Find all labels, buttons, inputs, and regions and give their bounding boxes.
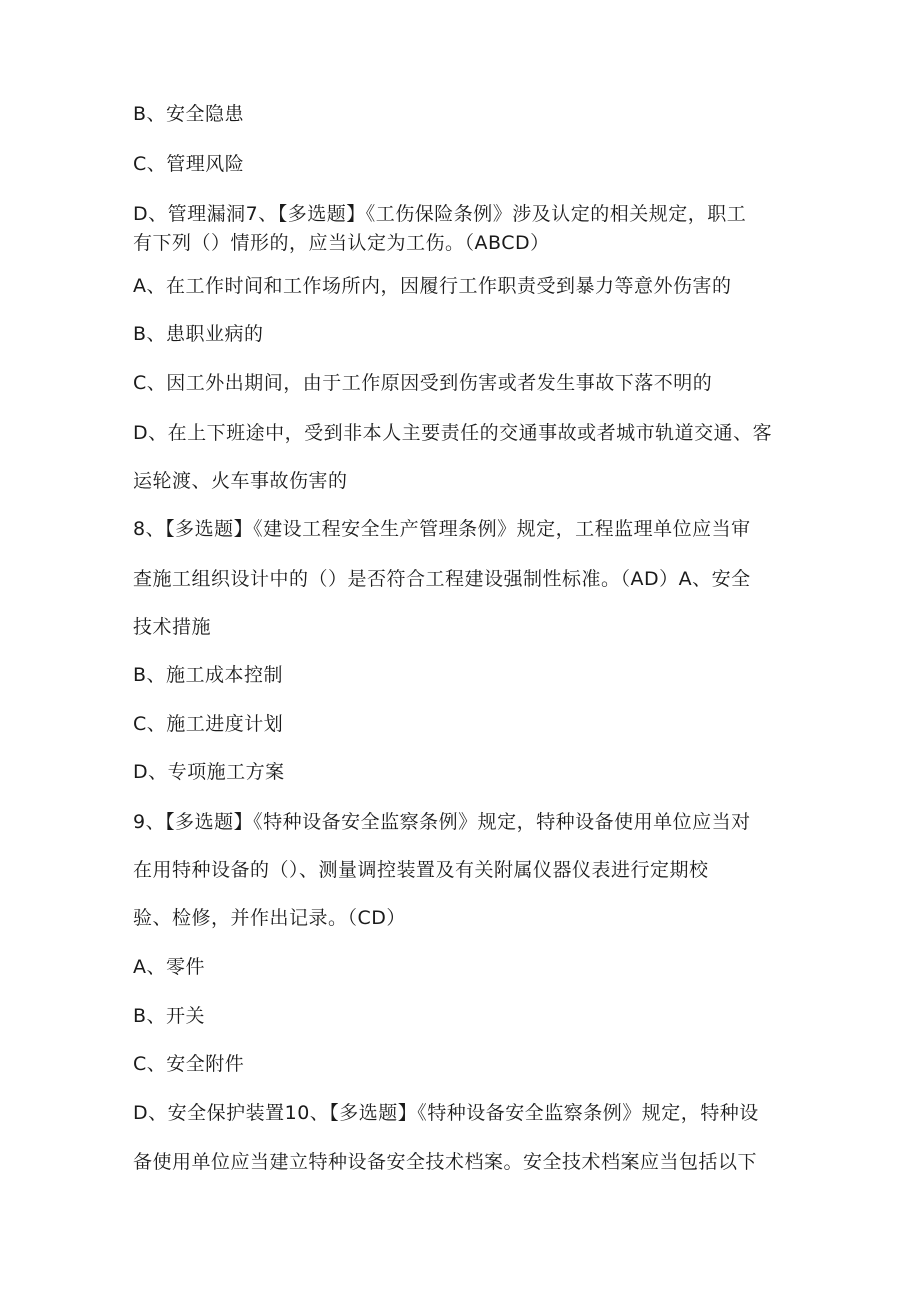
text-line: C、因工外出期间，由于工作原因受到伤害或者发生事故下落不明的 [133,372,713,394]
text-line: A、在工作时间和工作场所内，因履行工作职责受到暴力等意外伤害的 [133,275,732,297]
text-line: D、在上下班途中，受到非本人主要责任的交通事故或者城市轨道交通、客 [133,422,773,444]
text-line: 查施工组织设计中的（）是否符合工程建设强制性标准。（AD）A、安全 [133,568,751,590]
text-line: 有下列（）情形的，应当认定为工伤。（ABCD） [133,232,550,254]
text-line: C、施工进度计划 [133,713,284,735]
text-line: 9、【多选题】《特种设备安全监察条例》规定，特种设备使用单位应当对 [133,811,751,833]
text-line: 8、【多选题】《建设工程安全生产管理条例》规定，工程监理单位应当审 [133,518,751,540]
text-line: B、施工成本控制 [133,664,284,686]
text-line: C、安全附件 [133,1053,245,1075]
text-line: 备使用单位应当建立特种设备安全技术档案。安全技术档案应当包括以下 [133,1151,758,1173]
text-line: D、管理漏洞7、【多选题】《工伤保险条例》涉及认定的相关规定，职工 [133,203,747,225]
text-line: D、专项施工方案 [133,761,285,783]
text-line: 在用特种设备的（）、测量调控装置及有关附属仪器仪表进行定期校 [133,859,709,881]
text-line: B、开关 [133,1005,206,1027]
text-line: B、安全隐患 [133,103,245,125]
text-line: C、管理风险 [133,153,245,175]
text-line: B、患职业病的 [133,323,264,345]
text-line: 技术措施 [133,616,212,638]
text-line: 运轮渡、火车事故伤害的 [133,470,348,492]
text-line: A、零件 [133,956,205,978]
text-line: D、安全保护装置10、【多选题】《特种设备安全监察条例》规定，特种设 [133,1102,759,1124]
text-line: 验、检修，并作出记录。（CD） [133,907,406,929]
